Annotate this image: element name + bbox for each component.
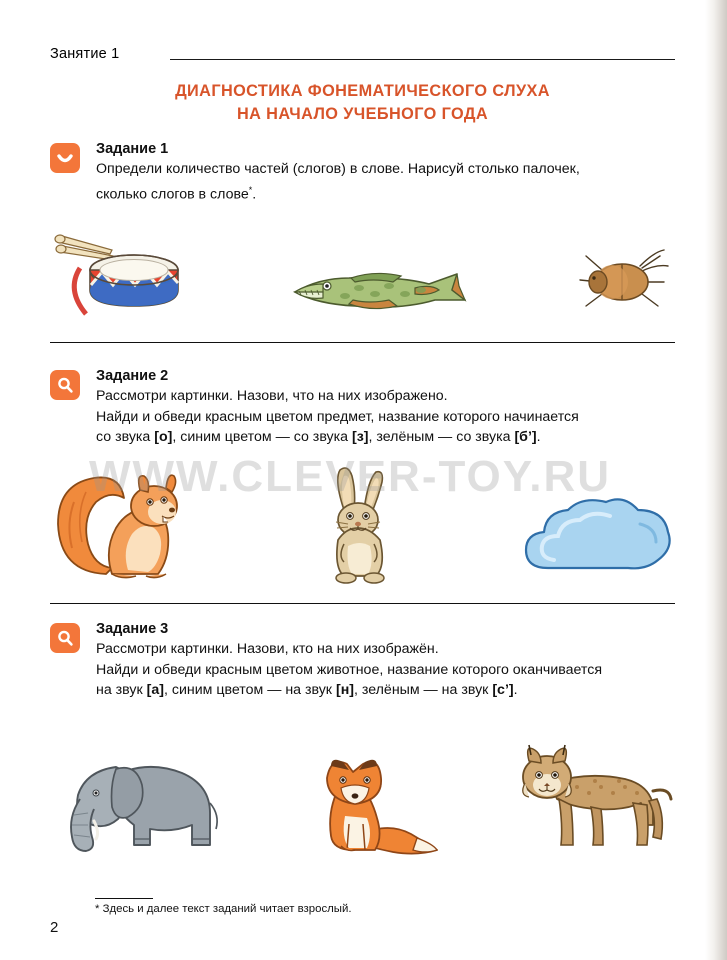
t2-p2: , синим цветом — со звука <box>172 429 352 445</box>
task-2-body <box>96 368 678 448</box>
t3-p0: на звук <box>96 682 147 698</box>
t2-sound-b: [б’] <box>514 429 537 445</box>
task-2-picture-row <box>50 462 678 588</box>
t3-sound-a: [а] <box>146 682 164 698</box>
task-1-line1: Определи количество частей (слогов) в слове. Нарисуй столько палочек, <box>96 161 580 177</box>
task-2-title: Задание 2 <box>96 368 169 384</box>
page-title <box>50 80 675 126</box>
header-rule <box>170 59 675 60</box>
footnote-text: * Здесь и далее текст заданий читает взрослый. <box>95 903 352 915</box>
task-1-line2-post: . <box>252 186 257 203</box>
t3-p4: , зелёным — на звук <box>354 682 493 698</box>
picture-hare <box>304 462 414 588</box>
task-2-text <box>96 386 678 448</box>
task-3-picture-row <box>50 728 678 863</box>
task-2-line1: Рассмотри картинки. Назови, что на них изображено. <box>96 388 448 404</box>
t2-sound-o: [о] <box>154 429 173 445</box>
lesson-label: Занятие 1 <box>50 46 120 62</box>
task-1-body <box>96 141 678 205</box>
lesson-header <box>50 46 675 68</box>
watermark: WWW.CLEVER-TOY.RU <box>88 452 612 501</box>
picture-cloud <box>518 488 678 588</box>
t2-p6: . <box>536 429 541 445</box>
picture-squirrel <box>50 462 200 588</box>
t3-p6: . <box>513 682 518 698</box>
task-2-rule <box>50 603 675 604</box>
search-icon <box>50 623 80 653</box>
page-title-line2: НА НАЧАЛО УЧЕБНОГО ГОДА <box>236 105 489 123</box>
task-3-body <box>96 621 678 701</box>
picture-beetle <box>568 238 678 328</box>
t3-sound-n: [н] <box>335 682 354 698</box>
task-3-line1: Рассмотри картинки. Назови, кто на них изображён. <box>96 641 439 657</box>
t2-sound-z: [з] <box>352 429 369 445</box>
picture-lynx <box>503 733 678 863</box>
smile-icon <box>50 143 80 173</box>
task-1-rule <box>50 342 675 343</box>
task-1-text <box>96 159 678 205</box>
page-title-line1: ДИАГНОСТИКА ФОНЕМАТИЧЕСКОГО СЛУХА <box>175 82 550 100</box>
task-3-line2: Найди и обведи красным цветом животное, название которого оканчивается <box>96 661 603 678</box>
footnote-rule <box>95 898 153 899</box>
page-edge-shadow <box>705 0 727 960</box>
picture-pike-fish <box>289 248 479 328</box>
picture-elephant <box>50 733 235 863</box>
picture-fox <box>297 738 442 863</box>
task-1-title: Задание 1 <box>96 141 169 157</box>
task-3-title: Задание 3 <box>96 621 169 637</box>
task-3-text <box>96 639 678 701</box>
t2-p0: со звука <box>96 429 155 445</box>
footnote-marker: * <box>248 184 253 195</box>
task-1-line2-pre: сколько слогов в слове <box>96 186 249 203</box>
task-2-line3 <box>96 429 541 445</box>
t3-p2: , синим цветом — на звук <box>163 682 336 698</box>
t2-p4: , зелёным — со звука <box>368 429 515 445</box>
task-1-picture-row <box>50 218 678 328</box>
task-2-line2: Найди и обведи красным цветом предмет, название которого начинается <box>96 408 579 425</box>
search-icon <box>50 370 80 400</box>
task-3-line3 <box>96 682 518 698</box>
page-number: 2 <box>50 919 59 936</box>
picture-drum-with-sticks <box>50 228 200 328</box>
t3-sound-s: [с’] <box>492 682 514 698</box>
